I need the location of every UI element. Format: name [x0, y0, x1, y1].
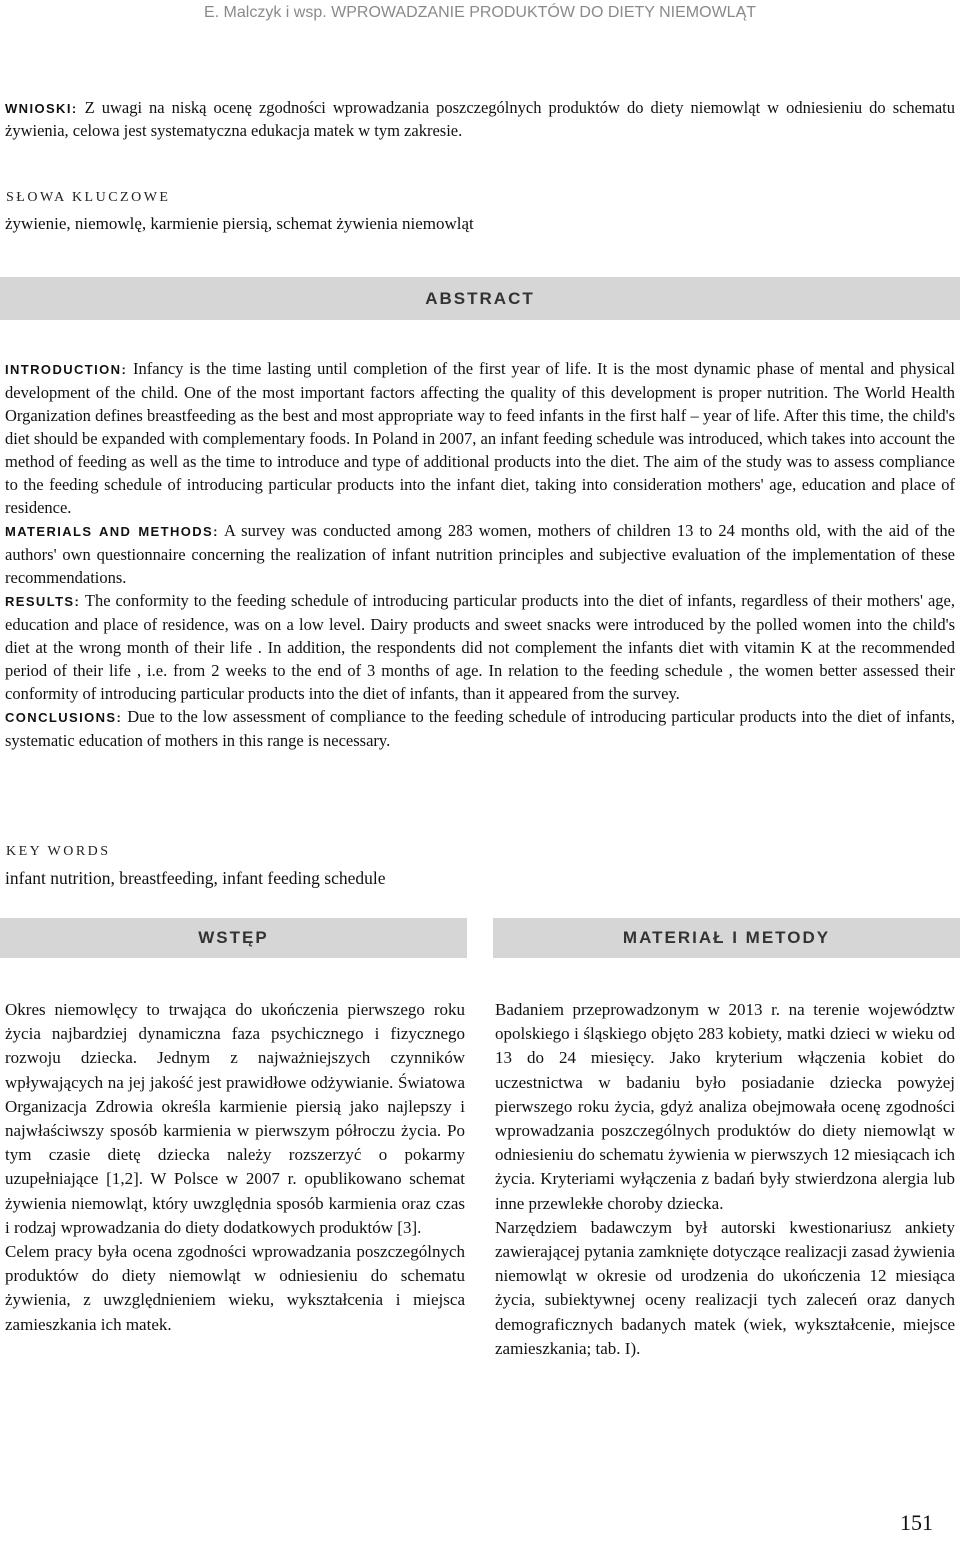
abstract-title: ABSTRACT — [425, 288, 535, 308]
section-text: Due to the low assessment of compliance to the feeding schedule of introducing particular products into the diet of infants, systematic education of mothers in this range is necessary. — [5, 707, 955, 750]
abstract-body — [5, 357, 955, 752]
wstep-column — [5, 998, 465, 1337]
abstract-methods — [5, 519, 955, 589]
wstep-paragraph: Celem pracy była ocena zgodności wprowadzania poszczególnych produktów do diety niemowląt w odniesieniu do schematu żywienia, z uwzględnieniem wieku, wykształcenia i miejsca zamieszkania ich matek. — [5, 1242, 465, 1334]
keywords-en-text: infant nutrition, breastfeeding, infant feeding schedule — [5, 868, 386, 888]
page-number: 151 — [900, 1510, 933, 1535]
abstract-title-bar — [0, 277, 960, 320]
abstract-conclusions — [5, 705, 955, 752]
wstep-heading: WSTĘP — [198, 928, 269, 947]
abstract-results — [5, 589, 955, 705]
running-head: E. Malczyk i wsp. WPROWADZANIE PRODUKTÓW DO DIETY NIEMOWLĄT — [203, 4, 757, 21]
section-label: RESULTS: — [5, 594, 81, 609]
material-paragraph: Badaniem przeprowadzonym w 2013 r. na terenie województw opolskiego i śląskiego objęto 283 kobiety, matki dzieci w wieku od 13 do 24 miesięcy. Jako kryterium włączenia kobiet do uczestnictwa w badaniu było posiadanie dziecka powyżej pierwszego roku życia, gdyż analiza obejmowała ocenę zgodności wprowadzania poszczególnych produktów do diety niemowląt w odniesieniu do schematu żywienia w pierwszych 12 miesiącach ich życia. Kryteriami wyłączenia z badań były stwierdzona alergia lub inne przewlekłe choroby dziecka. — [495, 1000, 955, 1213]
section-text: Infancy is the time lasting until completion of the first year of life. It is the most dynamic phase of mental and physical development of the child. One of the most important factors affecting the quality of this development is proper nutrition. The World Health Organization defines breastfeeding as the best and most appropriate way to feed infants in the first half – year of life. After this time, the child's diet should be expanded with complementary foods. In Poland in 2007, an infant feeding schedule was introduced, which takes into account the method of feeding as well as the time to introduce and type of additional products into the diet. The aim of the study was to assess compliance to the feeding schedule of introducing particular products into the infant diet, taking into consideration mothers' age, education and place of residence. — [5, 359, 955, 517]
wnioski-text: Z uwagi na niską ocenę zgodności wprowadzania poszczególnych produktów do diety niemowląt w odniesieniu do schematu żywienia, celowa jest systematyczna edukacja matek w tym zakresie. — [5, 98, 955, 140]
material-heading: MATERIAŁ I METODY — [622, 928, 831, 947]
wstep-heading-bar — [0, 918, 467, 958]
keywords-en-heading: KEY WORDS — [6, 844, 111, 859]
wnioski-paragraph — [5, 97, 955, 141]
wnioski-label: WNIOSKI: — [5, 101, 78, 116]
wstep-paragraph: Okres niemowlęcy to trwająca do ukończenia pierwszego roku życia najbardziej dynamiczna faza psychicznego i fizycznego rozwoju dziecka. Jednym z najważniejszych czynników wpływających na jej jakość jest prawidłowe odżywianie. Światowa Organizacja Zdrowia określa karmienie piersią jako najlepszy i najwłaściwszy sposób karmienia w pierwszym półroczu życia. Po tym czasie dietę dziecka należy rozszerzyć o pokarmy uzupełniające [1,2]. W Polsce w 2007 r. opublikowano schemat żywienia niemowląt, który uwzględnia sposób karmienia oraz czas i rodzaj wprowadzania do diety dodatkowych produktów [3]. — [5, 1000, 465, 1237]
material-column — [495, 998, 955, 1361]
keywords-pl-heading: SŁOWA KLUCZOWE — [6, 190, 171, 205]
section-label: INTRODUCTION: — [5, 362, 128, 377]
material-paragraph: Narzędziem badawczym był autorski kwestionariusz ankiety zawierającej pytania zamknięte dotyczące realizacji zasad żywienia niemowląt w okresie od urodzenia do ukończenia 12 miesiąca życia, subiektywnej oceny realizacji tych zaleceń oraz danych demograficznych badanych matek (wiek, wykształcenie, miejsce zamieszkania; tab. I). — [495, 1217, 955, 1358]
section-text: A survey was conducted among 283 women, mothers of children 13 to 24 months old, with the aid of the authors' own questionnaire concerning the realization of infant nutrition principles and subjective evaluation of the implementation of these recommendations. — [5, 521, 955, 587]
section-label: CONCLUSIONS: — [5, 710, 123, 725]
section-label: MATERIALS AND METHODS: — [5, 524, 219, 539]
material-heading-bar — [493, 918, 960, 958]
keywords-pl-text: żywienie, niemowlę, karmienie piersią, schemat żywienia niemowląt — [5, 214, 474, 233]
abstract-introduction — [5, 357, 955, 519]
section-text: The conformity to the feeding schedule of introducing particular products into the diet of infants, regardless of their mothers' age, education and place of residence, was on a low level. Dairy products and sweet snacks were introduced by the polled women into the child's diet at the wrong month of their life . In addition, the respondents did not complement the infants diet with vitamin K at the recommended period of their life , i.e. from 2 weeks to the end of 3 months of age. In relation to the feeding schedule , the women better assessed their conformity of introducing particular products into the diet of infants, than it appeared from the survey. — [5, 591, 955, 703]
